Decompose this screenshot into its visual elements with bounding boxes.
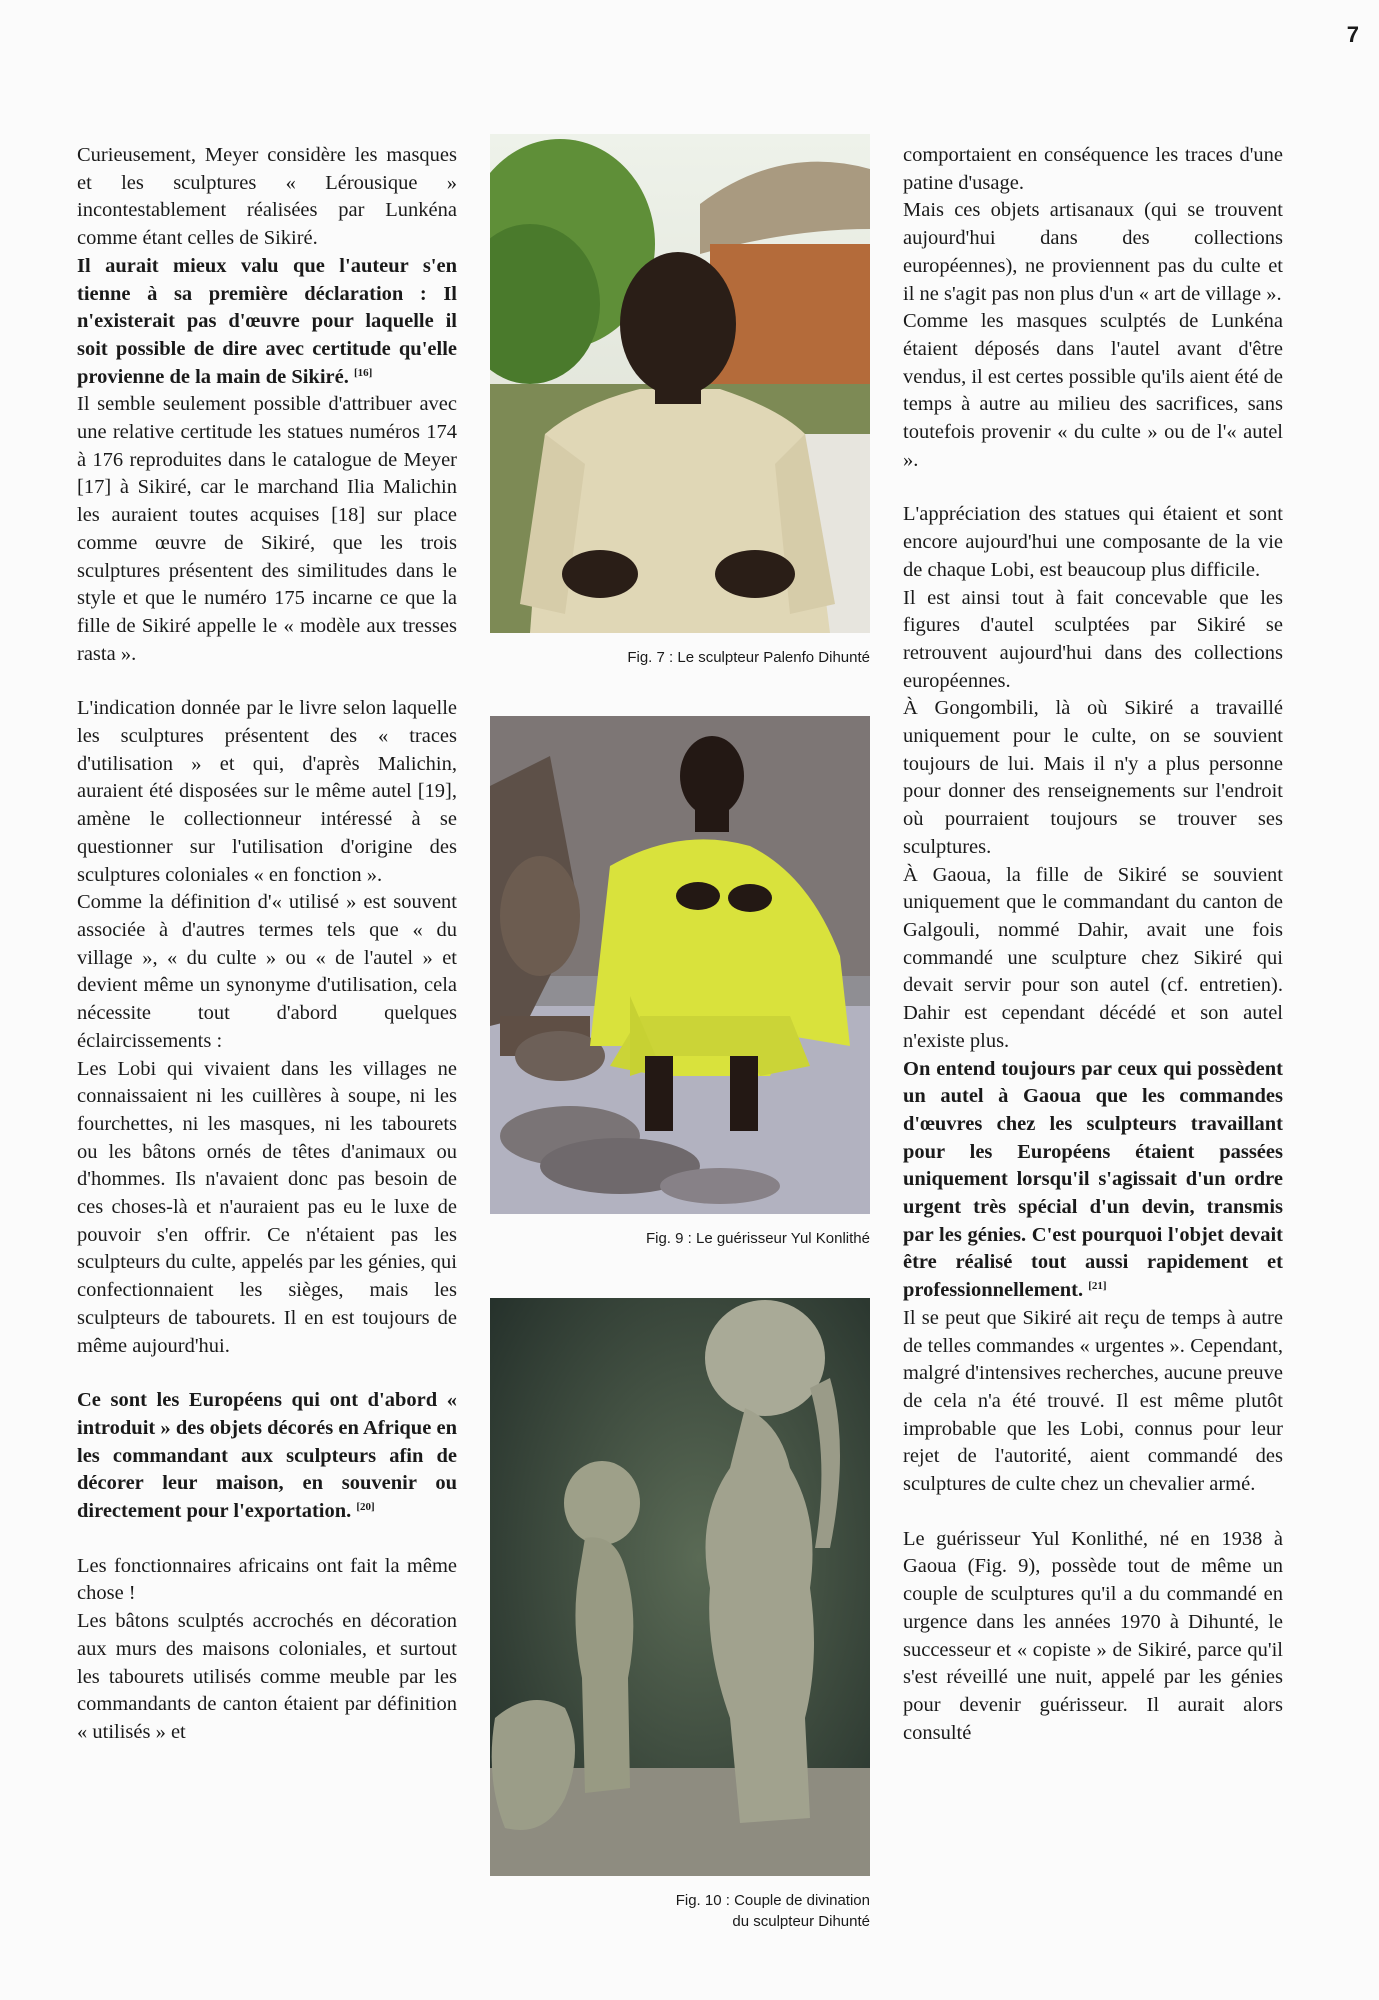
paragraph: [77, 1056, 457, 1361]
paragraph-text: Ce sont les Européens qui ont d'abord « introduit » des objets décorés en Afrique en les commandant aux sculpteurs afin de décorer leur maison, en souvenir ou directement pour l'exportation.: [77, 1389, 457, 1523]
paragraph-text: Le guérisseur Yul Konlithé, né en 1938 à Gaoua (Fig. 9), possède tout de même un couple de sculptures qu'il a du commandé en urgence dans les années 1970 à Dihunté, le successeur et « copiste » de Sikiré, parce qu'il s'est réveillé une nuit, appelé par les génies pour devenir guérisseur. Il aurait alors consulté: [903, 1527, 1283, 1744]
page-number: 7: [1346, 22, 1359, 47]
photo-healer-yul: [490, 716, 870, 1214]
photo-sculptor-illustration: [490, 134, 870, 633]
paragraph: [903, 585, 1283, 696]
figure-10-caption-line1: Fig. 10 : Couple de divination: [675, 1892, 870, 1909]
figure-9: [490, 716, 870, 1249]
paragraph-text: Il semble seulement possible d'attribuer avec une relative certitude les statues numéros 174 à 176 reproduites dans le catalogue de Meyer [17] à Sikiré, car le marchand Ilia Malichin les auraient toutes acquises [18] sur place comme œuvre de Sikiré, que les trois sculptures présentent des similitudes dans le style et que le numéro 175 incarne ce que la fille de Sikiré appelle le « modèle aux tresses rasta ».: [77, 393, 457, 665]
paragraph-text: À Gaoua, la fille de Sikiré se souvient uniquement que le commandant du canton de Galgouli, nommé Dahir, avait une fois commandé une sculpture chez Sikiré qui devait servir pour son autel (cf. entretien). Dahir est cependant décédé et son autel n'existe plus.: [903, 863, 1283, 1052]
paragraph: [903, 501, 1283, 584]
paragraph: [903, 862, 1283, 1056]
paragraph: [77, 253, 457, 392]
paragraph: [903, 1305, 1283, 1499]
paragraph: [903, 1056, 1283, 1305]
right-text-column: [903, 142, 1283, 1747]
paragraph: [77, 695, 457, 889]
paragraph: [77, 1553, 457, 1608]
paragraph: [903, 142, 1283, 197]
paragraph-text: Comme les masques sculptés de Lunkéna étaient déposés dans l'autel avant d'être vendus, il est certes possible qu'ils aient été de temps à autre au milieu des sacrifices, sans toutefois provenir « du culte » ou de l'« autel ».: [903, 310, 1284, 471]
left-text-column: [77, 142, 457, 1747]
paragraph: [77, 391, 457, 668]
footnote-reference: [16]: [353, 366, 373, 379]
paragraph-text: Les Lobi qui vivaient dans les villages ne connaissaient ni les cuillères à soupe, ni les fourchettes, ni les masques, ni les tabourets ou les bâtons ornés de têtes d'animaux ou d'hommes. Ils n'avaient donc pas besoin de ces choses-là et n'auraient pas eu le luxe de pouvoir s'en offrir. Ce n'étaient pas les sculpteurs du culte, appelés par les génies, qui confectionnaient les sièges, mais les sculpteurs de tabourets. Il en est toujours de même aujourd'hui.: [77, 1057, 457, 1357]
paragraph: [77, 1387, 457, 1526]
paragraph-text: On entend toujours par ceux qui possèdent un autel à Gaoua que les commandes d'œuvres chez les sculpteurs travaillant pour les Européens étaient passées uniquement lorsqu'il s'agissait d'un ordre urgent très spécial d'un devin, transmis par les génies. C'est pourquoi l'objet devait être réalisé tout aussi rapidement et professionnellement.: [903, 1057, 1283, 1302]
paragraph-text: Curieusement, Meyer considère les masques et les sculptures « Lérousique » incontestablement réalisées par Lunkéna comme étant celles de Sikiré.: [77, 144, 457, 250]
photo-sculptor-palenfo: [490, 134, 870, 633]
footnote-reference: [20]: [356, 1501, 375, 1514]
photo-divination-couple: [490, 1298, 870, 1876]
paragraph-text: Comme la définition d'« utilisé » est souvent associée à d'autres termes tels que « du village », « du culte » ou « de l'autel » et devient même un synonyme d'utilisation, cela nécessite tout d'abord quelques éclaircissements :: [77, 891, 457, 1052]
figure-10-caption-line2: du sculpteur Dihunté: [732, 1913, 870, 1930]
figure-10: [490, 1298, 870, 1932]
paragraph: [903, 197, 1283, 308]
paragraph-text: L'appréciation des statues qui étaient et sont encore aujourd'hui une composante de la vie de chaque Lobi, est beaucoup plus difficile.: [903, 503, 1283, 581]
footnote-reference: [21]: [1088, 1280, 1107, 1293]
figure-7: [490, 134, 870, 668]
photo-divination-illustration: [490, 1298, 870, 1876]
paragraph-text: Il aurait mieux valu que l'auteur s'en tienne à sa première déclaration : Il n'existerait pas d'œuvre pour laquelle il soit possible de dire avec certitude qu'elle provienne de la main de Sikiré.: [77, 254, 457, 388]
paragraph-text: Il est ainsi tout à fait concevable que les figures d'autel sculptées par Sikiré se retrouvent aujourd'hui dans des collections européennes.: [903, 586, 1283, 692]
paragraph: [77, 142, 457, 253]
paragraph-text: Mais ces objets artisanaux (qui se trouvent aujourd'hui dans des collections européennes), ne proviennent pas du culte et il ne s'agit pas non plus d'un « art de village ».: [903, 199, 1283, 305]
paragraph-text: Les bâtons sculptés accrochés en décoration aux murs des maisons coloniales, et surtout les tabourets utilisés comme meuble par les commandants de canton étaient par définition « utilisés » et: [77, 1610, 457, 1743]
paragraph-text: comportaient en conséquence les traces d'une patine d'usage.: [903, 144, 1283, 194]
paragraph: [903, 1526, 1283, 1748]
paragraph: [77, 889, 457, 1055]
paragraph: [903, 308, 1283, 474]
figure-10-caption: [490, 1890, 870, 1932]
paragraph: [903, 695, 1283, 861]
paragraph-text: Les fonctionnaires africains ont fait la même chose !: [77, 1554, 457, 1605]
photo-healer-illustration: [490, 716, 870, 1214]
paragraph-text: L'indication donnée par le livre selon laquelle les sculptures présentent des « traces d'utilisation » et qui, d'après Malichin, auraient été disposées sur le même autel [19], amène le collectionneur intéressé à se questionner sur l'utilisation d'origine des sculptures coloniales « en fonction ».: [77, 697, 457, 886]
paragraph-text: Il se peut que Sikiré ait reçu de temps à autre de telles commandes « urgentes ». Cependant, malgré d'intensives recherches, aucune preuve de cela n'a été trouvé. Il est même plutôt improbable que les Lobi, connus pour leur rejet de l'autorité, aient commandé des sculptures de culte chez un chevalier armé.: [903, 1306, 1283, 1496]
paragraph: [77, 1608, 457, 1747]
figure-7-caption: Fig. 7 : Le sculpteur Palenfo Dihunté: [627, 649, 870, 666]
figure-9-caption: Fig. 9 : Le guérisseur Yul Konlithé: [645, 1230, 870, 1247]
paragraph-text: À Gongombili, là où Sikiré a travaillé uniquement pour le culte, on se souvient toujours de lui. Mais il n'y a plus personne pour donner des renseignements sur l'endroit où pourraient toujours se trouver ses sculptures.: [903, 697, 1283, 858]
